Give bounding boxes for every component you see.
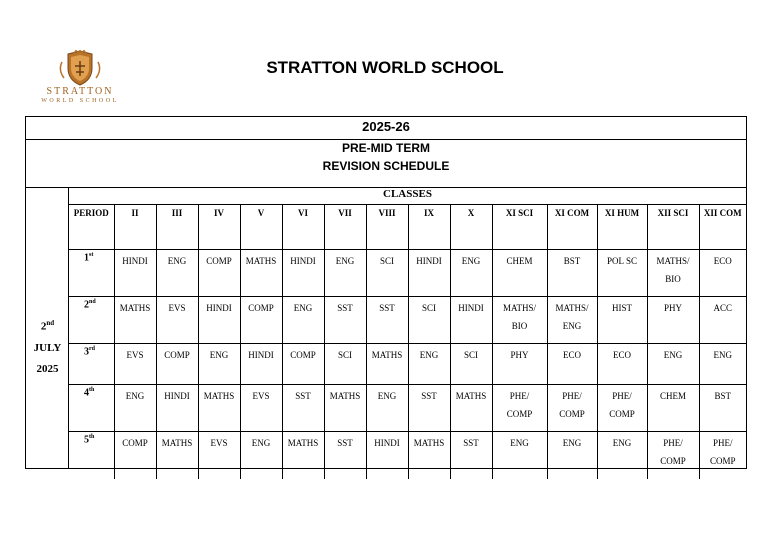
subject-text: COMP: [609, 408, 635, 419]
subject-text: MATHS: [161, 437, 193, 448]
subject-text: COMP: [164, 349, 190, 360]
subject-text: HINDI: [206, 302, 232, 313]
subject-cell: [114, 343, 156, 384]
period-number: 2: [84, 298, 89, 310]
column-header-class: V: [240, 204, 282, 249]
column-header-class: XI COM: [547, 204, 597, 249]
subject-text: COMP: [559, 408, 585, 419]
subject-cell: [492, 384, 547, 431]
subject-text: COMP: [248, 302, 274, 313]
subject-text: MATHS: [119, 302, 151, 313]
subject-cell: [324, 343, 366, 384]
subject-cell: [597, 384, 647, 431]
subject-cell: [699, 249, 746, 296]
subject-text: BIO: [511, 320, 528, 331]
subject-text: EVS: [126, 349, 144, 360]
subject-cell: [282, 431, 324, 479]
subject-text: ENG: [663, 349, 683, 360]
subject-cell: [699, 384, 746, 431]
subject-cell: [450, 296, 492, 343]
subject-cell: [156, 343, 198, 384]
subject-text: SCI: [379, 255, 394, 266]
subject-text: POL SC: [607, 255, 637, 266]
date-cell: [26, 187, 69, 469]
subject-cell: [240, 296, 282, 343]
subject-cell: [547, 343, 597, 384]
subject-cell: [647, 384, 699, 431]
subject-text: MATHS: [329, 390, 361, 401]
subject-text: ENG: [562, 437, 582, 448]
subject-text: ECO: [613, 349, 631, 360]
subject-cell: [156, 296, 198, 343]
table-row: [69, 296, 746, 343]
subject-cell: [324, 431, 366, 479]
schedule-frame: [25, 116, 747, 469]
subject-text: HINDI: [458, 302, 484, 313]
subject-text: PHE/: [663, 437, 683, 448]
subject-text: ENG: [562, 320, 582, 331]
subject-text: COMP: [122, 437, 148, 448]
subject-text: HINDI: [248, 349, 274, 360]
subject-text: ECO: [713, 255, 732, 266]
subject-text: ENG: [335, 255, 355, 266]
period-suffix: st: [89, 251, 94, 258]
subject-cell: [547, 384, 597, 431]
subject-cell: [240, 249, 282, 296]
subject-text: PHE/: [612, 390, 632, 401]
subject-cell: [282, 296, 324, 343]
column-header-class: VI: [282, 204, 324, 249]
subject-cell: [647, 343, 699, 384]
subject-cell: [597, 249, 647, 296]
subject-cell: [408, 249, 450, 296]
subject-text: ENG: [377, 390, 397, 401]
logo-subtitle: WORLD SCHOOL: [41, 98, 119, 104]
subject-cell: [408, 296, 450, 343]
column-header-period: PERIOD: [73, 208, 109, 218]
subject-cell: [282, 384, 324, 431]
date-month: JULY: [33, 341, 62, 354]
subject-text: BIO: [665, 273, 681, 284]
subject-text: ACC: [713, 302, 732, 313]
subject-text: ENG: [293, 302, 313, 313]
subject-cell: [324, 296, 366, 343]
column-header-class: IV: [198, 204, 240, 249]
subject-text: SCI: [463, 349, 478, 360]
date-text: [26, 313, 69, 380]
subject-cell: [114, 296, 156, 343]
subject-cell: [547, 296, 597, 343]
subject-text: BST: [563, 255, 581, 266]
subject-cell: [647, 249, 699, 296]
school-title: STRATTON WORLD SCHOOL: [266, 58, 504, 77]
subject-text: MATHS: [371, 349, 403, 360]
subject-text: PHE/: [509, 390, 530, 401]
period-cell: [69, 249, 114, 296]
column-header-class: XII SCI: [647, 204, 699, 249]
column-header-class: XI SCI: [492, 204, 547, 249]
subject-cell: [282, 249, 324, 296]
subject-cell: [198, 249, 240, 296]
subject-text: PHY: [663, 302, 682, 313]
subject-text: HINDI: [374, 437, 400, 448]
shield-crest-icon: [34, 50, 126, 86]
date-year: 2025: [36, 362, 59, 375]
period-suffix: th: [89, 433, 95, 440]
subject-cell: [156, 249, 198, 296]
subject-cell: [492, 431, 547, 479]
subject-text: SST: [421, 390, 437, 401]
subject-text: EVS: [252, 390, 270, 401]
subject-cell: [492, 343, 547, 384]
subject-text: HINDI: [416, 255, 442, 266]
subject-cell: [492, 249, 547, 296]
session-year: 2025-26: [26, 117, 746, 140]
subject-cell: [597, 343, 647, 384]
subject-cell: [366, 249, 408, 296]
column-header-class: IX: [408, 204, 450, 249]
column-header-class: XII COM: [699, 204, 746, 249]
heading-line-1: PRE-MID TERM: [342, 141, 430, 155]
period-number: 4: [84, 386, 89, 398]
table-row: [69, 343, 746, 384]
subject-text: SCI: [337, 349, 352, 360]
subject-text: MATHS: [203, 390, 235, 401]
subject-text: PHE/: [562, 390, 582, 401]
classes-label: CLASSES: [69, 187, 746, 205]
subject-text: MATHS: [245, 255, 277, 266]
subject-text: COMP: [709, 455, 736, 466]
table-row: [69, 384, 746, 431]
period-suffix: nd: [89, 298, 96, 305]
subject-cell: [647, 431, 699, 479]
subject-text: PHY: [510, 349, 529, 360]
subject-text: HINDI: [164, 390, 190, 401]
subject-text: SST: [337, 302, 353, 313]
subject-cell: [114, 249, 156, 296]
subject-text: MATHS/: [502, 302, 536, 313]
subject-text: MATHS: [287, 437, 319, 448]
subject-cell: [408, 384, 450, 431]
subject-text: ENG: [125, 390, 145, 401]
date-day: 2: [40, 320, 47, 333]
subject-text: ECO: [563, 349, 581, 360]
subject-cell: [366, 296, 408, 343]
subject-text: ENG: [419, 349, 439, 360]
subject-text: MATHS: [455, 390, 487, 401]
subject-cell: [198, 343, 240, 384]
subject-cell: [699, 296, 746, 343]
subject-cell: [597, 431, 647, 479]
table-row: [69, 249, 746, 296]
subject-cell: [408, 343, 450, 384]
column-header-class: X: [450, 204, 492, 249]
period-suffix: th: [89, 386, 95, 393]
subject-text: HIST: [612, 302, 632, 313]
column-header-class: VII: [324, 204, 366, 249]
subject-text: MATHS/: [656, 255, 690, 266]
column-header-class: VIII: [366, 204, 408, 249]
subject-text: EVS: [168, 302, 186, 313]
subject-cell: [114, 384, 156, 431]
period-suffix: rd: [89, 345, 95, 352]
subject-text: COMP: [290, 349, 316, 360]
subject-cell: [282, 343, 324, 384]
period-number: 5: [84, 433, 89, 445]
subject-text: HINDI: [290, 255, 316, 266]
column-header-class: XI HUM: [597, 204, 647, 249]
subject-text: HINDI: [122, 255, 148, 266]
period-cell: [69, 431, 114, 479]
subject-text: CHEM: [659, 390, 686, 401]
subject-cell: [408, 431, 450, 479]
logo-wordmark: STRATTON: [46, 86, 114, 97]
header-row: [69, 204, 746, 249]
subject-cell: [240, 431, 282, 479]
schedule-heading: [26, 139, 746, 188]
subject-cell: [450, 431, 492, 479]
date-suffix: nd: [46, 319, 55, 327]
subject-cell: [492, 296, 547, 343]
subject-cell: [597, 296, 647, 343]
subject-cell: [450, 249, 492, 296]
subject-text: MATHS/: [555, 302, 589, 313]
subject-text: COMP: [206, 255, 232, 266]
subject-cell: [450, 384, 492, 431]
period-number: 3: [84, 345, 89, 357]
subject-text: ENG: [461, 255, 481, 266]
subject-text: ENG: [713, 349, 732, 360]
column-header-class: III: [156, 204, 198, 249]
subject-cell: [156, 431, 198, 479]
subject-text: ENG: [167, 255, 187, 266]
subject-text: MATHS: [413, 437, 445, 448]
subject-cell: [240, 384, 282, 431]
subject-cell: [240, 343, 282, 384]
subject-cell: [450, 343, 492, 384]
subject-text: COMP: [506, 408, 533, 419]
subject-cell: [647, 296, 699, 343]
schedule-table: [69, 204, 746, 479]
period-cell: [69, 343, 114, 384]
subject-cell: [114, 431, 156, 479]
subject-text: SST: [337, 437, 353, 448]
subject-cell: [324, 249, 366, 296]
subject-cell: [198, 296, 240, 343]
subject-cell: [547, 431, 597, 479]
subject-text: COMP: [660, 455, 686, 466]
subject-cell: [699, 343, 746, 384]
subject-cell: [366, 343, 408, 384]
column-header-class: II: [114, 204, 156, 249]
subject-cell: [156, 384, 198, 431]
subject-text: SST: [379, 302, 395, 313]
subject-cell: [198, 431, 240, 479]
subject-text: SCI: [421, 302, 436, 313]
subject-text: SST: [463, 437, 479, 448]
subject-text: PHE/: [712, 437, 733, 448]
subject-text: SST: [295, 390, 311, 401]
period-cell: [69, 296, 114, 343]
subject-cell: [324, 384, 366, 431]
period-number: 1: [84, 251, 89, 263]
subject-cell: [198, 384, 240, 431]
subject-text: ENG: [612, 437, 632, 448]
subject-cell: [547, 249, 597, 296]
school-logo: [34, 50, 126, 110]
period-cell: [69, 384, 114, 431]
subject-text: BST: [714, 390, 731, 401]
subject-cell: [366, 431, 408, 479]
table-row: [69, 431, 746, 479]
subject-text: ENG: [209, 349, 229, 360]
subject-text: ENG: [510, 437, 529, 448]
heading-line-2: REVISION SCHEDULE: [322, 159, 450, 173]
subject-text: CHEM: [506, 255, 533, 266]
subject-cell: [366, 384, 408, 431]
subject-text: EVS: [210, 437, 228, 448]
subject-cell: [699, 431, 746, 479]
subject-text: ENG: [251, 437, 271, 448]
